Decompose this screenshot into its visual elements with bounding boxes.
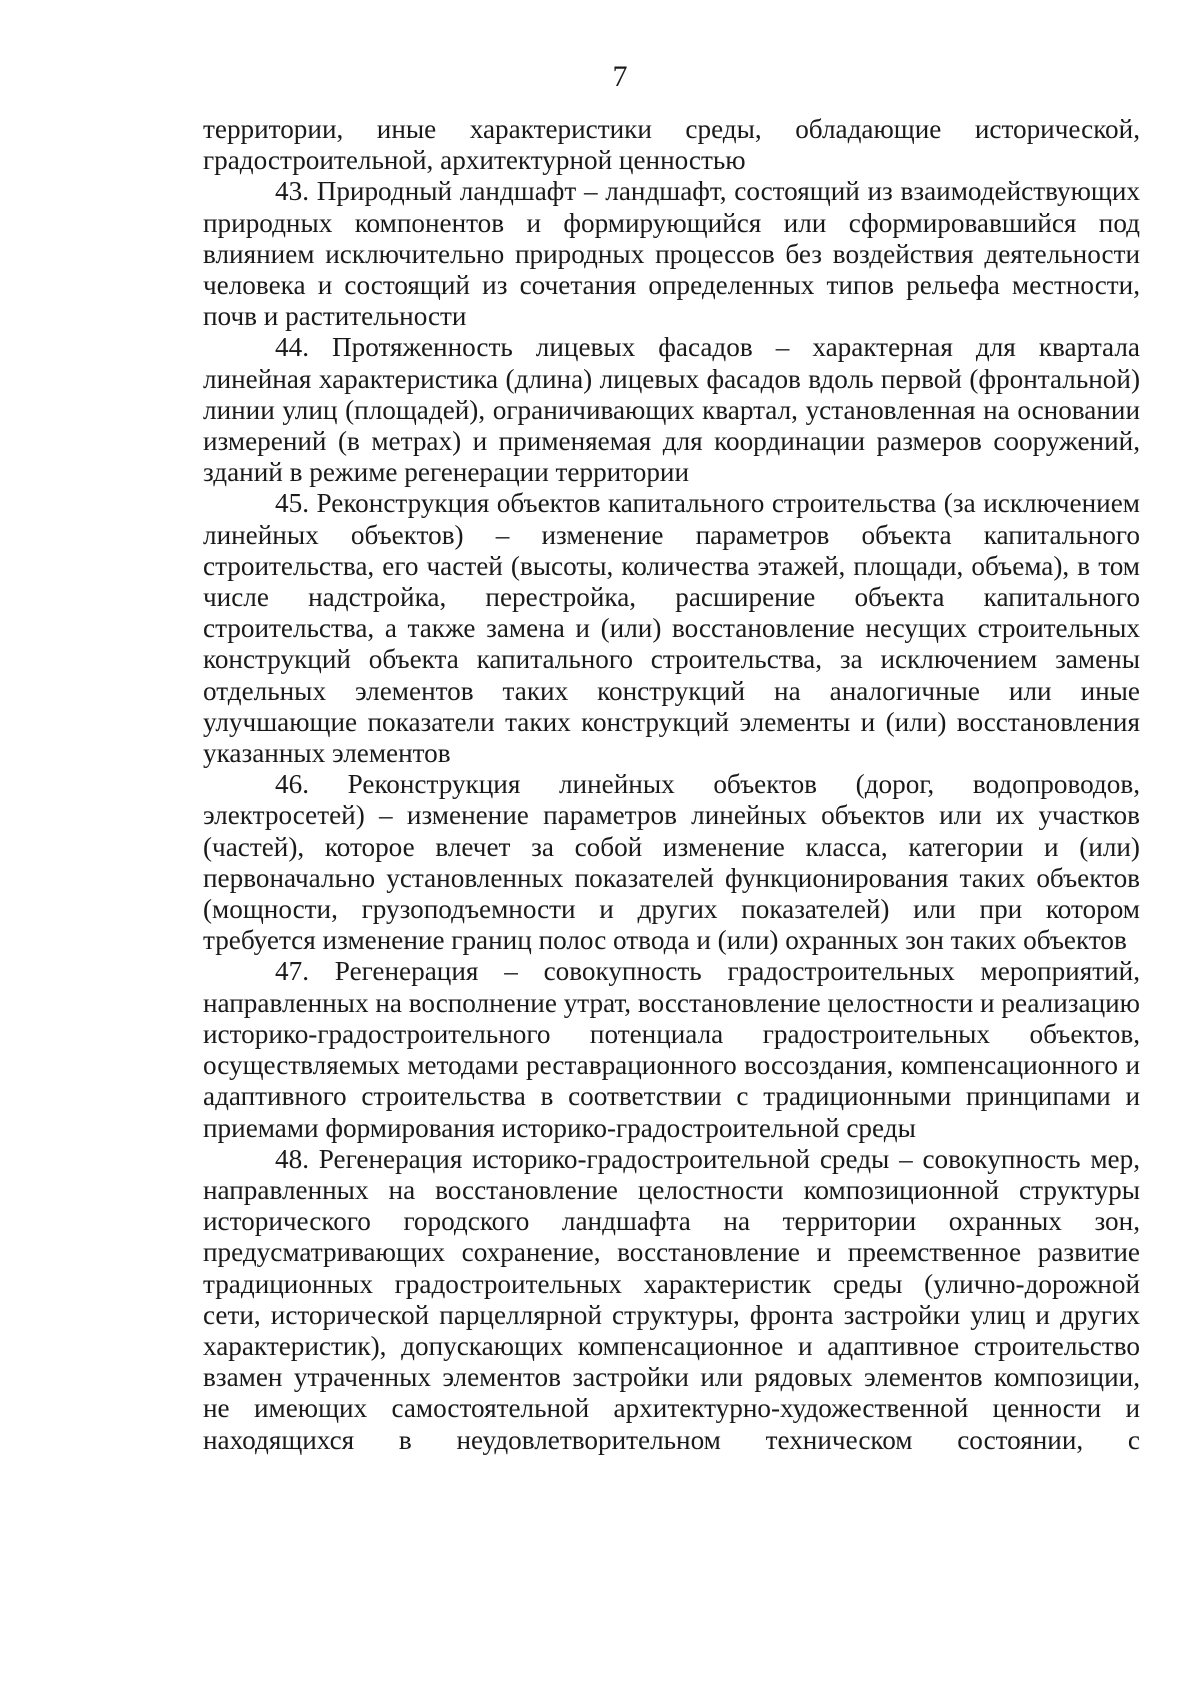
paragraph-47: 47. Регенерация – совокупность градостроительных мероприятий, направленных на восполнение утрат, восстановление целостности и реализацию историко-градостроительного потенциала градостроительных объектов, осуществляемых методами реставрационного воссоздания, компенсационного и адаптивного строительства в соответствии с традиционными принципами и приемами формирования историко-градостроительной среды: [203, 956, 1140, 1143]
document-body: [203, 114, 1140, 1456]
paragraph-48: 48. Регенерация историко-градостроительной среды – совокупность мер, направленных на восстановление целостности композиционной структуры исторического городского ландшафта на территории охранных зон, предусматривающих сохранение, восстановление и преемственное развитие традиционных градостроительных характеристик среды (улично-дорожной сети, исторической парцеллярной структуры, фронта застройки улиц и других характеристик), допускающих компенсационное и адаптивное строительство взамен утраченных элементов застройки или рядовых элементов композиции, не имеющих самостоятельной архитектурно-художественной ценности и находящихся в неудовлетворительном техническом состоянии, с: [203, 1143, 1140, 1455]
paragraph-46: 46. Реконструкция линейных объектов (дорог, водопроводов, электросетей) – изменение параметров линейных объектов или их участков (частей), которое влечет за собой изменение класса, категории и (или) первоначально установленных показателей функционирования таких объектов (мощности, грузоподъемности и других показателей) или при котором требуется изменение границ полос отвода и (или) охранных зон таких объектов: [203, 769, 1140, 956]
paragraph-43: 43. Природный ландшафт – ландшафт, состоящий из взаимодействующих природных компонентов и формирующийся или сформировавшийся под влиянием исключительно природных процессов без воздействия деятельности человека и состоящий из сочетания определенных типов рельефа местности, почв и растительности: [203, 176, 1140, 332]
paragraph-44: 44. Протяженность лицевых фасадов – характерная для квартала линейная характеристика (длина) лицевых фасадов вдоль первой (фронтальной) линии улиц (площадей), ограничивающих квартал, установленная на основании измерений (в метрах) и применяемая для координации размеров сооружений, зданий в режиме регенерации территории: [203, 332, 1140, 488]
paragraph-continuation: территории, иные характеристики среды, обладающие исторической, градостроительной, архитектурной ценностью: [203, 114, 1140, 176]
page-number: 7: [612, 60, 628, 93]
paragraph-45: 45. Реконструкция объектов капитального строительства (за исключением линейных объектов) – изменение параметров объекта капитального строительства, его частей (высоты, количества этажей, площади, объема), в том числе надстройка, перестройка, расширение объекта капитального строительства, а также замена и (или) восстановление несущих строительных конструкций объекта капитального строительства, за исключением замены отдельных элементов таких конструкций на аналогичные или иные улучшающие показатели таких конструкций элементы и (или) восстановления указанных элементов: [203, 488, 1140, 769]
